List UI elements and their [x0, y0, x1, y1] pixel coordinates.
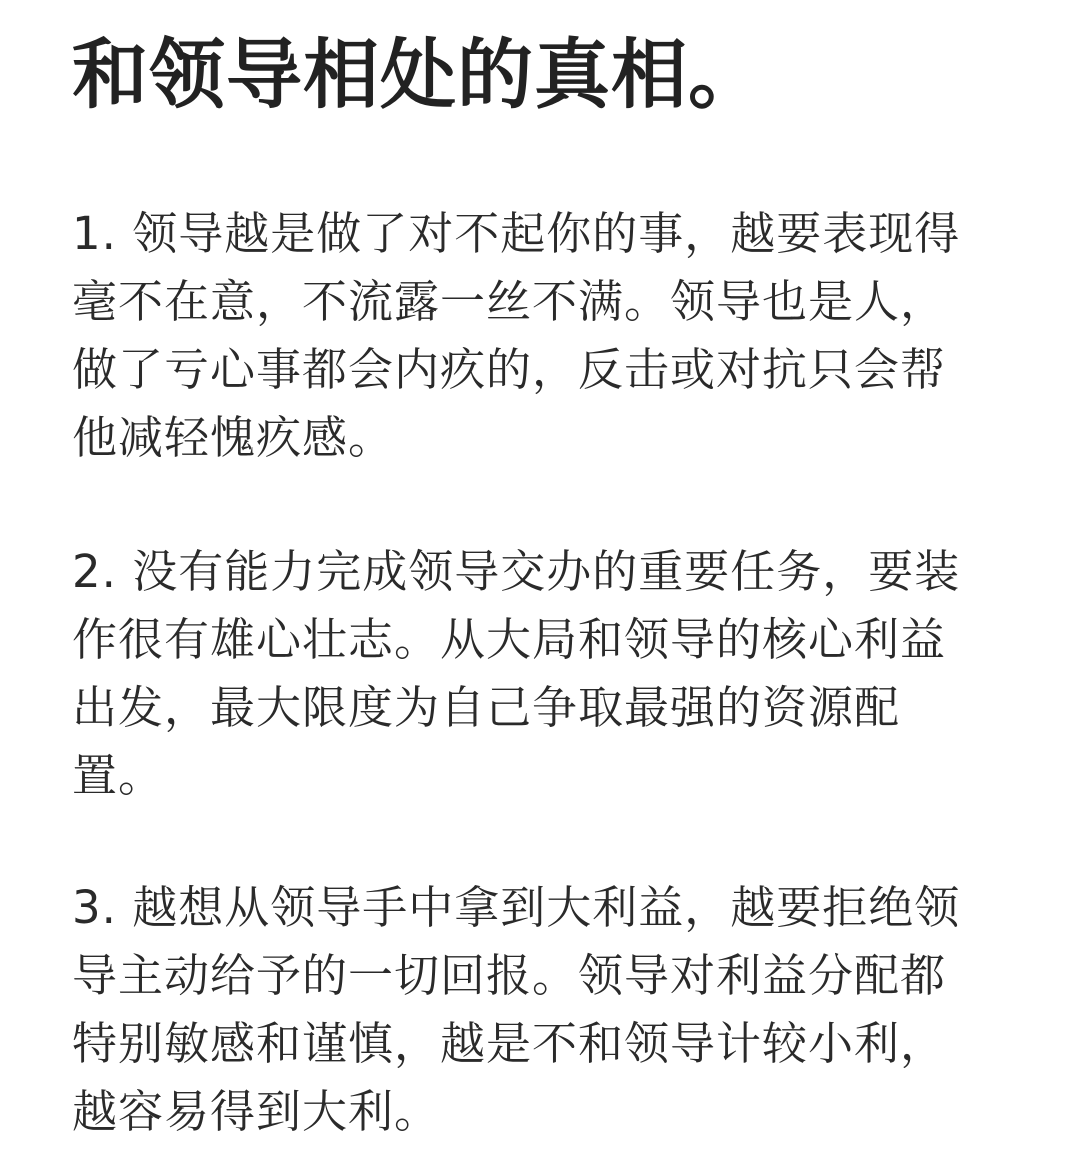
list-item-2-line-2: 作很有雄心壮志。从大局和领导的核心利益	[72, 613, 947, 666]
list-item-1-line-3: 做了亏心事都会内疚的，反击或对抗只会帮	[72, 343, 947, 396]
list-item-2-line-1: 2. 没有能力完成领导交办的重要任务，要装	[72, 545, 961, 598]
list-item-2-line-3: 出发，最大限度为自己争取最强的资源配	[72, 681, 901, 734]
list-item-1-line-4: 他减轻愧疚感。	[72, 411, 395, 464]
list-item-3-line-2: 导主动给予的一切回报。领导对利益分配都	[72, 949, 947, 1002]
list-item-3-line-3: 特别敏感和谨慎，越是不和领导计较小利，	[72, 1017, 947, 1070]
list-item-1	[72, 200, 992, 472]
list-item-2-line-4: 置。	[72, 749, 165, 802]
list-item-2	[72, 538, 992, 810]
list-item-3-line-1: 3. 越想从领导手中拿到大利益，越要拒绝领	[72, 881, 961, 934]
page-title: 和领导相处的真相。	[72, 30, 765, 119]
list-item-3-line-4: 越容易得到大利。	[72, 1085, 441, 1138]
list-item-3	[72, 874, 992, 1146]
list-item-1-line-2: 毫不在意，不流露一丝不满。领导也是人，	[72, 275, 947, 328]
list-item-1-line-1: 1. 领导越是做了对不起你的事，越要表现得	[72, 207, 961, 260]
